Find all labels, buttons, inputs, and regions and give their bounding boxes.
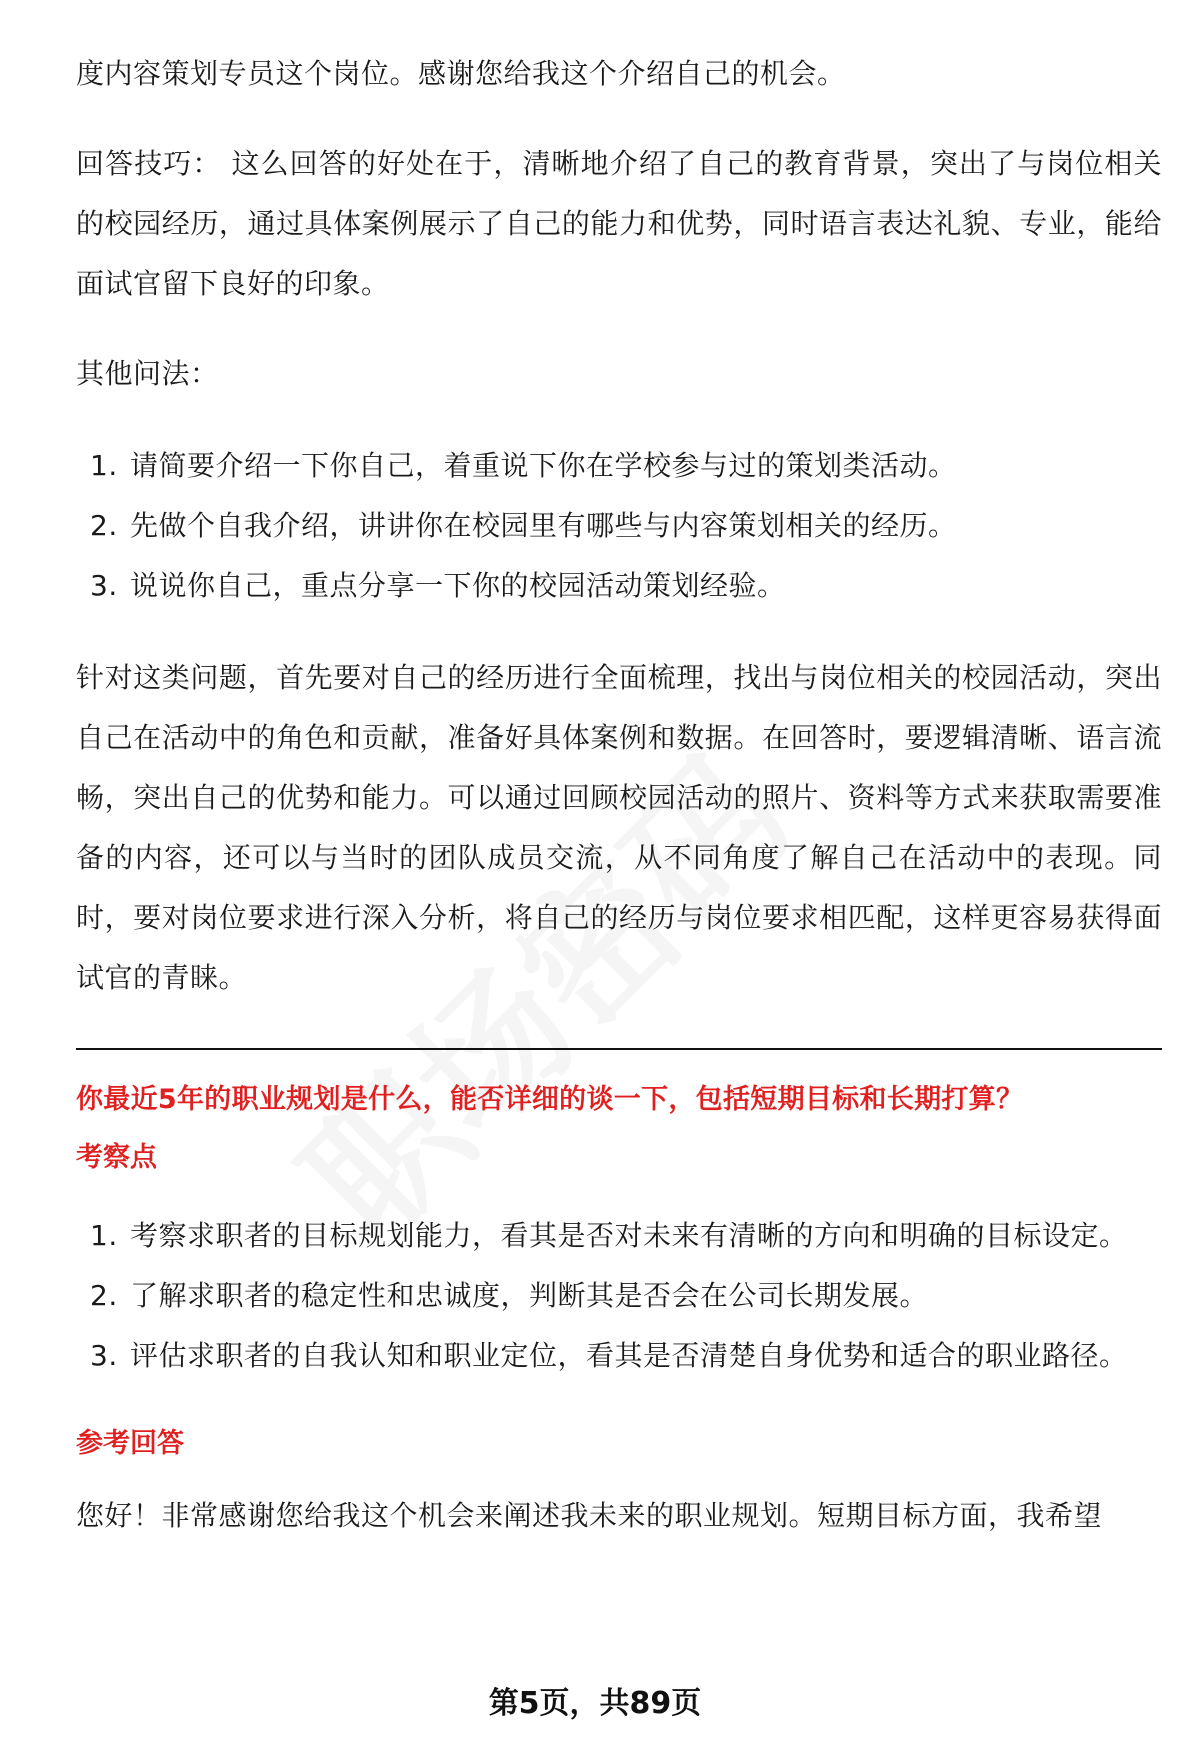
- list-item: [76, 436, 1162, 496]
- question-title: 你最近5年的职业规划是什么，能否详细的谈一下，包括短期目标和长期打算？: [76, 1084, 1024, 1115]
- list-text: 先做个自我介绍，讲讲你在校园里有哪些与内容策划相关的经历。: [130, 509, 957, 542]
- reference-answer-paragraph: 您好！非常感谢您给我这个机会来阐述我未来的职业规划。短期目标方面，我希望: [76, 1499, 1103, 1532]
- document-body: [76, 44, 1162, 1546]
- list-number: 1.: [90, 1219, 118, 1252]
- section-divider: [76, 1048, 1162, 1050]
- list-item: [76, 1326, 1162, 1386]
- list-text: 请简要介绍一下你自己，着重说下你在学校参与过的策划类活动。: [130, 449, 957, 482]
- answer-tip-paragraph: 回答技巧： 这么回答的好处在于，清晰地介绍了自己的教育背景，突出了与岗位相关的校园经历，通过具体案例展示了自己的能力和优势，同时语言表达礼貌、专业，能给面试官留下良好的印象。: [76, 147, 1162, 300]
- list-text: 了解求职者的稳定性和忠诚度，判断其是否会在公司长期发展。: [130, 1279, 929, 1312]
- list-number: 2.: [90, 509, 118, 542]
- list-number: 3.: [90, 1339, 118, 1372]
- list-text: 说说你自己，重点分享一下你的校园活动策划经验。: [130, 569, 786, 602]
- intro-tail-paragraph: 度内容策划专员这个岗位。感谢您给我这个介绍自己的机会。: [76, 57, 846, 90]
- list-number: 2.: [90, 1279, 118, 1312]
- other-questions-label: 其他问法：: [76, 357, 219, 390]
- advice-paragraph: 针对这类问题，首先要对自己的经历进行全面梳理，找出与岗位相关的校园活动，突出自己在活动中的角色和贡献，准备好具体案例和数据。在回答时，要逻辑清晰、语言流畅，突出自己的优势和能力。可以通过回顾校园活动的照片、资料等方式来获取需要准备的内容，还可以与当时的团队成员交流，从不同角度了解自己在活动中的表现。同时，要对岗位要求进行深入分析，将自己的经历与岗位要求相匹配，这样更容易获得面试官的青睐。: [76, 661, 1162, 994]
- list-item: [76, 496, 1162, 556]
- other-questions-list: [76, 436, 1162, 616]
- assessment-points-heading: 考察点: [76, 1142, 157, 1173]
- list-text: 评估求职者的自我认知和职业定位，看其是否清楚自身优势和适合的职业路径。: [130, 1339, 1128, 1372]
- reference-answer-heading: 参考回答: [76, 1428, 184, 1459]
- list-item: [76, 1266, 1162, 1326]
- list-item: [76, 556, 1162, 616]
- list-number: 3.: [90, 569, 118, 602]
- list-text: 考察求职者的目标规划能力，看其是否对未来有清晰的方向和明确的目标设定。: [130, 1219, 1128, 1252]
- assessment-points-list: [76, 1206, 1162, 1386]
- list-item: [76, 1206, 1162, 1266]
- list-number: 1.: [90, 449, 118, 482]
- page-number: 第5页，共89页: [488, 1686, 702, 1721]
